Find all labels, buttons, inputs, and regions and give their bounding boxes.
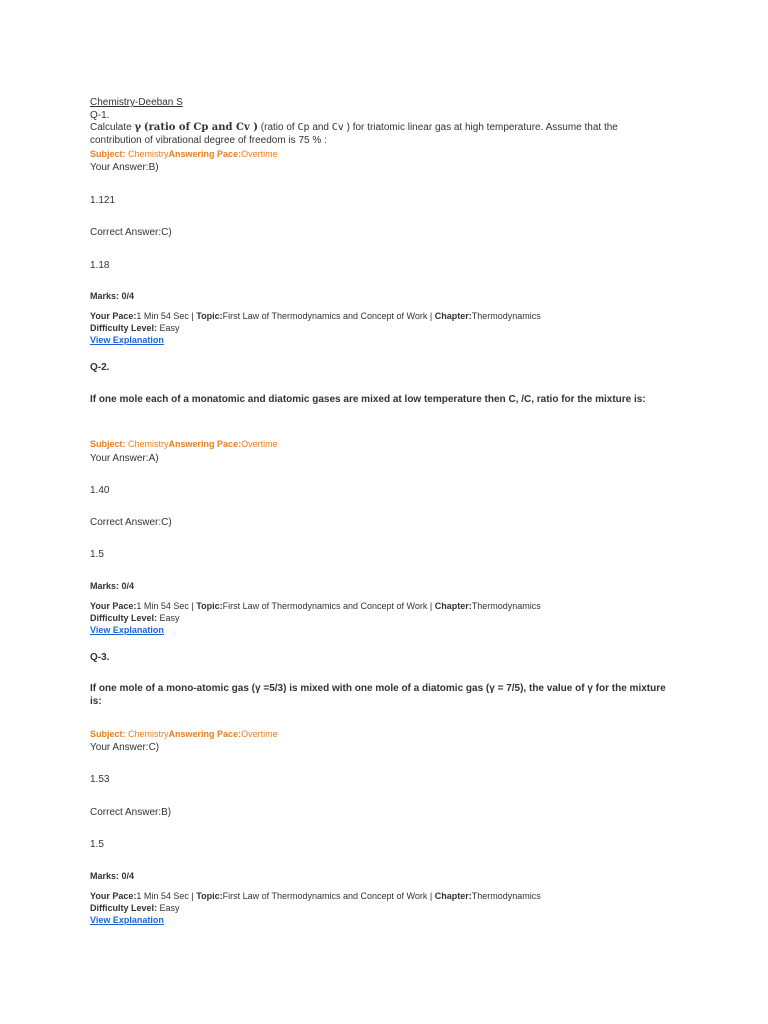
question-text: If one mole of a mono-atomic gas (γ =5/3) is mixed with one mole of a diatomic gas (γ = 7/5), the value of γ for the mixture is: — [90, 683, 666, 707]
your-answer-value: 1.53 — [90, 774, 110, 785]
subject-line: Subject: ChemistryAnswering Pace:Overtime — [90, 729, 278, 739]
your-answer-value: 1.40 — [90, 485, 110, 496]
document-title: Chemistry-Deeban S — [90, 97, 183, 108]
view-explanation-link[interactable]: View Explanation — [90, 915, 164, 925]
pace-topic-chapter: Your Pace:1 Min 54 Sec | Topic:First Law of Thermodynamics and Concept of Work | Chapter:Thermodynamics — [90, 311, 541, 321]
marks: Marks: 0/4 — [90, 871, 135, 881]
subject-line: Subject: ChemistryAnswering Pace:Overtime — [90, 439, 278, 449]
question-number: Q-2. — [90, 362, 110, 373]
correct-answer: Correct Answer:C) — [90, 517, 172, 528]
marks: Marks: 0/4 — [90, 581, 135, 591]
difficulty-level: Difficulty Level: Easy — [90, 323, 180, 333]
difficulty-level: Difficulty Level: Easy — [90, 903, 180, 913]
correct-answer-value: 1.18 — [90, 260, 110, 271]
correct-answer-value: 1.5 — [90, 839, 104, 850]
correct-answer: Correct Answer:C) — [90, 227, 172, 238]
your-answer: Your Answer:A) — [90, 453, 159, 464]
question-text: If one mole each of a monatomic and diatomic gases are mixed at low temperature then C, /C, ratio for the mixture is: — [90, 394, 646, 405]
question-number: Q-3. — [90, 652, 110, 663]
difficulty-level: Difficulty Level: Easy — [90, 613, 180, 623]
pace-topic-chapter: Your Pace:1 Min 54 Sec | Topic:First Law of Thermodynamics and Concept of Work | Chapter:Thermodynamics — [90, 601, 541, 611]
question-text: Calculate γ (ratio of Cp and Cv ) (ratio of Cp and Cv ) for triatomic linear gas at high temperature. Assume that the contribution of vibrational degree of freedom is 75 % : — [90, 122, 618, 146]
view-explanation-link[interactable]: View Explanation — [90, 625, 164, 635]
question-number: Q-1. — [90, 110, 110, 121]
pace-topic-chapter: Your Pace:1 Min 54 Sec | Topic:First Law of Thermodynamics and Concept of Work | Chapter:Thermodynamics — [90, 891, 541, 901]
your-answer-value: 1.121 — [90, 195, 116, 206]
marks: Marks: 0/4 — [90, 291, 135, 301]
correct-answer: Correct Answer:B) — [90, 807, 172, 818]
your-answer: Your Answer:B) — [90, 162, 159, 173]
subject-line: Subject: ChemistryAnswering Pace:Overtime — [90, 149, 278, 159]
correct-answer-value: 1.5 — [90, 549, 104, 560]
view-explanation-link[interactable]: View Explanation — [90, 335, 164, 345]
your-answer: Your Answer:C) — [90, 742, 160, 753]
